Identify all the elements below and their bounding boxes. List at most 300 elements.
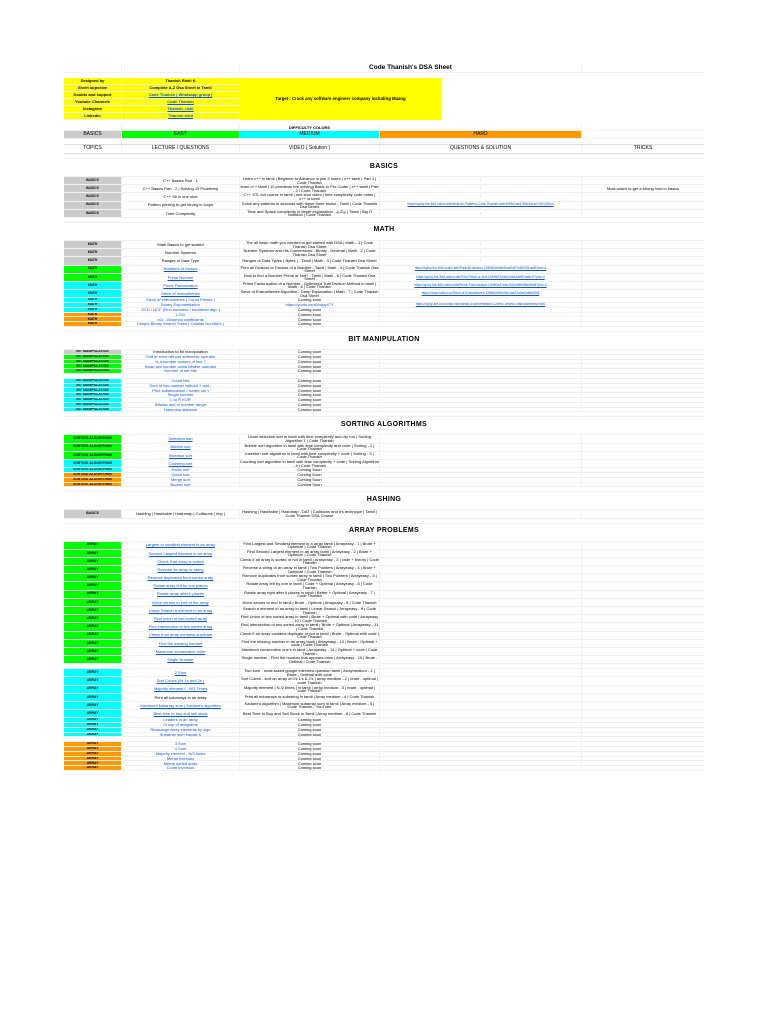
header-questions: QUESTIONS & SOLUTION <box>380 145 582 153</box>
topic-cell: BIT MANIPULATION <box>64 369 122 373</box>
tricks-cell <box>582 452 704 459</box>
topic-cell <box>64 737 122 741</box>
video-cell: Print all Divisors or Factors of a Number - Tamil | Math - 4 | Code Thanish Dsa Sheet <box>240 265 379 273</box>
table-row <box>64 599 704 607</box>
topic-cell: BIT MANIPULATION <box>64 350 122 354</box>
questions-cell <box>380 298 582 302</box>
video-cell: Two sum - most asked google interview question tamil | Arraymedium - 1 | Brute - Optimal with code <box>240 669 380 676</box>
questions-cell: - <box>380 177 582 184</box>
tricks-cell <box>582 303 704 307</box>
video-cell: Sieve of Eratosthenes Algorithm - Deep Explanation | Math - 7 | Code Thanish Dsa Sheet <box>240 290 379 298</box>
topic-cell: ARRAY <box>64 742 122 746</box>
video-cell: Coming Soon <box>240 483 380 487</box>
lecture-cell[interactable]: Largest or smallest element in an array <box>122 542 240 549</box>
info-value[interactable]: Thanish rishi <box>122 113 240 119</box>
questions-cell <box>380 702 582 709</box>
video-cell: Find Union of two sorted array in tamil | Brute + Optimal with code | Arrayeasy - 10 | Code Thanish <box>240 615 379 623</box>
table-row <box>64 249 704 257</box>
info-value[interactable]: Thanish_rishi <box>122 106 240 112</box>
section <box>64 412 704 487</box>
lecture-cell[interactable]: Radix sort <box>122 468 240 472</box>
info-row <box>64 99 240 106</box>
lecture-cell[interactable]: Best time to buy and sell stock <box>122 710 240 717</box>
lecture-cell[interactable]: Bucket sort <box>122 483 240 487</box>
topic-cell: MATH <box>64 322 122 326</box>
section <box>64 154 704 218</box>
questions-cell: - <box>380 257 582 264</box>
tricks-cell <box>582 558 704 565</box>
topic-cell: BASICS <box>64 193 122 200</box>
tricks-cell <box>582 733 704 737</box>
tricks-cell <box>582 757 704 761</box>
legend-medium: MEDIUM <box>240 131 380 138</box>
questions-cell <box>380 322 582 326</box>
questions-cell <box>380 550 582 557</box>
questions-cell[interactable]: https://spicy-fire-846.notion.site/Prime-Factorization-12b9f0c47e6c402c9d9fe5bbd9e6f?pvs=4 <box>380 282 582 289</box>
video-cell: Search a element in an array in tamil | Linear Search | Arrayeasy - 9 | Code Thanish <box>240 607 380 614</box>
questions-cell[interactable]: https://spicy-fire-846.notion.site/Find-Prime-or-Not-1299f672d4e04c5dd4ef51ba6c7f?pvs=4 <box>380 274 582 281</box>
video-cell: Coming soon <box>240 761 380 765</box>
tricks-cell <box>582 686 704 693</box>
tricks-cell <box>582 607 704 614</box>
tricks-cell <box>582 257 704 264</box>
video-cell: Coming soon <box>240 766 380 770</box>
video-cell: Coming Soon <box>240 473 380 477</box>
lecture-cell[interactable]: 3 Sum <box>122 742 240 746</box>
lecture-cell[interactable]: Find intersection of two sorted array <box>122 623 240 630</box>
lecture-cell[interactable]: 4 Sum <box>122 747 240 751</box>
lecture-cell[interactable]: Remove duplicates from sorted array <box>122 574 240 581</box>
lecture-cell: C++ Stl in one shot <box>122 193 240 200</box>
info-label: Designed by <box>64 78 122 84</box>
questions-cell <box>380 615 582 622</box>
topic-cell: BIT MANIPULATION <box>64 398 122 402</box>
lecture-cell[interactable]: Move zeroes to end of the array <box>122 599 240 606</box>
header-topics: TOPICS <box>64 145 122 153</box>
tricks-cell <box>582 648 704 655</box>
tricks-cell <box>582 694 704 701</box>
lecture-cell[interactable]: Majority element - N/3 times <box>122 752 240 756</box>
lecture-cell[interactable]: Sort Colors (0s 1s and 2s ) <box>122 677 240 684</box>
lecture-cell[interactable]: Single number <box>122 393 240 397</box>
video-cell: Check if an array contains duplicate or not in tamil | Brute - Optimal with code | Code Thanish <box>240 631 379 639</box>
lecture-cell[interactable]: Group of anagrams <box>122 723 240 727</box>
questions-cell <box>380 723 582 727</box>
video-cell: Coming soon <box>240 388 380 392</box>
tricks-cell <box>582 766 704 770</box>
lecture-cell[interactable]: L to R XOR <box>122 398 240 402</box>
table-row <box>64 444 704 452</box>
tricks-cell <box>582 747 704 751</box>
video-cell: Coming soon <box>240 317 380 321</box>
questions-cell: - <box>380 249 582 256</box>
tricks-cell <box>582 599 704 606</box>
questions-cell <box>380 656 582 663</box>
topic-cell: MATH <box>64 249 122 256</box>
questions-cell <box>380 623 582 630</box>
table-row <box>64 574 704 582</box>
lecture-cell: Pattern printing to get strong in loops <box>122 202 240 209</box>
video-cell: Coming soon <box>240 313 380 317</box>
topic-cell: BIT MANIPULATION <box>64 355 122 359</box>
lecture-cell: Introduction to bit manipulation <box>122 350 240 354</box>
topic-cell: ARRAY <box>64 599 122 606</box>
topic-cell: SORTING ALGORITHMS <box>64 435 122 442</box>
questions-cell <box>380 737 582 741</box>
tricks-cell <box>582 574 704 581</box>
questions-cell <box>380 435 582 442</box>
legend-hard: HARD <box>380 131 582 138</box>
header-tricks: TRICKS <box>633 145 653 152</box>
lecture-cell[interactable]: Hamming distance <box>122 408 240 412</box>
questions-cell <box>380 384 582 388</box>
questions-cell <box>380 460 582 467</box>
tricks-cell <box>582 298 704 302</box>
lecture-cell[interactable]: Rotate array after k places <box>122 591 240 598</box>
table-row <box>64 702 704 710</box>
table-row <box>64 510 704 518</box>
spacer-row <box>64 412 704 417</box>
lecture-cell[interactable]: Merge sort <box>122 478 240 482</box>
info-row <box>64 113 240 120</box>
questions-cell <box>380 452 582 459</box>
info-label: Linkedin <box>64 113 122 119</box>
lecture-cell[interactable]: Prime Factorization <box>122 282 240 289</box>
tricks-cell <box>582 623 704 630</box>
table-row <box>64 185 704 193</box>
video-cell: Learn selection sort in tamil with time complexity and dry run | Sorting Algorithm 1 | Code Thanish <box>240 435 380 442</box>
questions-cell <box>380 607 582 614</box>
topic-cell: SORTING ALGORITHMS <box>64 478 122 482</box>
tricks-cell <box>582 388 704 392</box>
topic-cell: BASICS <box>64 177 122 184</box>
table-row <box>64 607 704 615</box>
table-row <box>64 677 704 685</box>
lecture-cell[interactable]: Majority element I - N/2 Times <box>122 686 240 693</box>
tricks-cell <box>582 468 704 472</box>
difficulty-legend <box>64 131 704 139</box>
tricks-cell <box>582 393 704 397</box>
topic-cell: BIT MANIPULATION <box>64 384 122 388</box>
topic-cell: MATH <box>64 274 122 281</box>
tricks-cell <box>582 313 704 317</box>
lecture-cell[interactable]: GCD / HCF (Find numbers / euclidean algo ) <box>122 308 240 312</box>
tricks-cell <box>582 664 704 668</box>
tricks-cell <box>582 710 704 717</box>
lecture-cell[interactable]: Rotate array left by one places <box>122 582 240 589</box>
table-row <box>64 686 704 694</box>
video-cell: Majority element | N /2 times | in tamil | array medium - 3 | brute - optimal | code Thanish <box>240 686 380 693</box>
topic-cell: ARRAY <box>64 615 122 622</box>
lecture-cell: Ranges of Data Type <box>122 257 240 264</box>
lecture-cell[interactable]: Maximum subarray sum ( Kadane's algorithm <box>122 702 240 709</box>
video-cell: Coming Soon <box>240 478 380 482</box>
video-cell: https://youtu.be/r0cwgy47Y <box>240 303 380 307</box>
lecture-cell[interactable]: Print subsequence ( power set ) <box>122 388 240 392</box>
video-cell: C++ STL full course in tamil | one shot video | time complexity code notes | c++ in tamil <box>240 193 380 200</box>
topic-cell: BIT MANIPULATION <box>64 360 122 364</box>
sections <box>64 154 704 771</box>
video-cell <box>240 737 380 741</box>
tricks-cell <box>582 350 704 354</box>
table-row <box>64 241 704 249</box>
topic-cell: ARRAY <box>64 710 122 717</box>
tricks-cell <box>582 761 704 765</box>
lecture-cell[interactable]: Insertion sort <box>122 452 240 459</box>
video-cell: Coming soon <box>240 379 380 383</box>
lecture-cell[interactable]: Quick sort <box>122 473 240 477</box>
lecture-cell[interactable]: Linear Search a element in an array <box>122 607 240 614</box>
lecture-cell[interactable]: Leaders in an array <box>122 718 240 722</box>
topic-cell: MATH <box>64 241 122 248</box>
lecture-cell[interactable]: Merge intervals <box>122 757 240 761</box>
lecture-cell: Math Basics to get started <box>122 241 240 248</box>
questions-cell <box>380 694 582 701</box>
tricks-cell <box>582 742 704 746</box>
table-row <box>64 648 704 656</box>
difficulty-label: DIFFICULTY COLORS <box>240 125 380 130</box>
tricks-cell <box>582 510 704 517</box>
lecture-cell[interactable]: Subarray sum equals K <box>122 733 240 737</box>
video-cell: Remove duplicates from sorted array in tamil | Two Pointers | Arrayeasy - 5 | Code Thanish <box>240 574 380 581</box>
lecture-cell[interactable]: Binary Exponentiation <box>122 303 240 307</box>
questions-cell <box>380 710 582 717</box>
column-headers <box>64 144 704 154</box>
title-row <box>64 64 704 73</box>
tricks-cell <box>582 752 704 756</box>
video-cell: Prime Factorization of a Number - Optimized Trial Division Method in tamil | Math - 6 | Code Thanish <box>240 282 380 289</box>
topic-cell: MATH <box>64 313 122 317</box>
lecture-cell[interactable]: Number of set bits <box>122 369 240 373</box>
video-cell: Find Intersection of two sorted array in tamil | Brute + Optimal | Arrayeasy - 11 | Code Thanish <box>240 623 379 631</box>
topic-cell: BASICS <box>64 210 122 217</box>
lecture-cell[interactable]: Unique Binary Search Trees ( Catalan Numbers ) <box>122 322 240 326</box>
topic-cell: MATH <box>64 308 122 312</box>
topic-cell: ARRAY <box>64 757 122 761</box>
tricks-cell <box>582 408 704 412</box>
section-title: ARRAY PROBLEMS <box>349 527 419 535</box>
lecture-cell[interactable]: Bitwise and of number range <box>122 403 240 407</box>
info-row <box>64 92 240 99</box>
questions-cell <box>380 574 582 581</box>
topic-cell: MATH <box>64 290 122 297</box>
topic-cell: ARRAY <box>64 733 122 737</box>
lecture-cell[interactable]: Is a number powers of two ? <box>122 360 240 364</box>
lecture-cell[interactable]: Second Largest element in an array <box>122 550 240 557</box>
questions-cell <box>380 403 582 407</box>
topic-cell: ARRAY <box>64 574 122 581</box>
tricks-cell <box>582 355 704 359</box>
video-cell: Coming soon <box>240 408 380 412</box>
questions-cell <box>380 648 582 655</box>
questions-cell <box>380 664 582 668</box>
tricks-cell <box>582 542 704 549</box>
topic-cell: ARRAY <box>64 648 122 655</box>
section-title: BASICS <box>369 162 399 170</box>
table-row <box>64 282 704 290</box>
topic-cell: ARRAY <box>64 623 122 630</box>
video-cell: Reverse a string or an array in tamil | Two Pointers | Arrayeasy - 4 | Brute + Optimize | Code Thanish <box>240 566 380 573</box>
lecture-cell[interactable]: Sieve of eratosthenes ( Count Primes ) <box>122 298 240 302</box>
table-row <box>64 615 704 623</box>
tricks-cell <box>582 266 704 273</box>
info-label: Youtube Channels <box>64 99 122 105</box>
lecture-cell[interactable]: Rearrange array elements by sign <box>122 728 240 732</box>
topic-cell: ARRAY <box>64 728 122 732</box>
lecture-cell[interactable]: Selection sort <box>122 435 240 442</box>
video-cell: Counting sort algorithm in tamil with time complexity + code | Sorting Algorithm - 4 | Code Thanish <box>240 459 379 468</box>
topic-cell: ARRAY <box>64 550 122 557</box>
lecture-cell[interactable]: Count inversion <box>122 766 240 770</box>
tricks-cell <box>582 566 704 573</box>
lecture-cell[interactable]: Single Number <box>122 656 240 663</box>
lecture-cell[interactable]: Count bits <box>122 379 240 383</box>
topic-cell: ARRAY <box>64 542 122 549</box>
topic-cell: SORTING ALGORITHMS <box>64 444 122 451</box>
video-cell: Coming Soon <box>240 468 380 472</box>
topic-cell: ARRAY <box>64 718 122 722</box>
lecture-cell[interactable]: Sieve of eratosthenes <box>122 290 240 297</box>
lecture-cell[interactable]: Check if an array contains duplicate <box>122 632 240 639</box>
tricks-cell <box>582 718 704 722</box>
table-row <box>64 766 704 771</box>
tricks-cell: Must watch to get a strong hold in basics <box>606 186 680 192</box>
info-label: Instagram <box>64 106 122 112</box>
topic-cell: ARRAY <box>64 677 122 684</box>
video-cell: Best Time to Buy and Sell Stock in Tamil | Array medium - 6 | Code Thanish <box>240 710 380 717</box>
lecture-cell[interactable]: Merge sorted array <box>122 761 240 765</box>
lecture-cell[interactable]: Numbers of factors <box>122 266 240 273</box>
lecture-cell: C++ Basics Part - 2 | Solving 10 Problems| <box>122 185 240 192</box>
info-row <box>64 85 240 92</box>
lecture-cell[interactable]: Reverse an array or string <box>122 566 240 573</box>
video-cell: Coming soon <box>240 322 380 326</box>
topic-cell: ARRAY <box>64 632 122 639</box>
lecture-cell[interactable]: Bubble sort <box>122 444 240 451</box>
tricks-cell <box>582 582 704 589</box>
tricks-cell <box>582 615 704 622</box>
lecture-cell[interactable]: 2 Sum <box>122 669 240 676</box>
lecture-cell <box>122 737 240 741</box>
tricks-cell <box>582 308 704 312</box>
lecture-cell[interactable]: Maximum consecutive ones <box>122 648 240 655</box>
legend-basics: BASICS <box>64 131 122 138</box>
spacer-row <box>64 327 704 332</box>
questions-cell <box>380 473 582 477</box>
video-cell: Coming soon <box>240 384 380 388</box>
tricks-cell <box>582 193 704 200</box>
table-row <box>64 177 704 185</box>
tricks-cell <box>582 737 704 741</box>
tricks-cell <box>582 444 704 451</box>
tricks-cell <box>582 550 704 557</box>
video-cell: Insertion sort algorithm in tamil with time complexity + code | Sorting - 3 | Code Thanish <box>240 452 380 459</box>
video-cell: Find Second Largest element in an array tamil | Arrayeasy - 2 | Brute + Optimize | Code Thanish <box>240 550 380 557</box>
info-row <box>64 78 240 85</box>
table-row <box>64 640 704 648</box>
lecture-cell[interactable]: Find the missing number <box>122 640 240 647</box>
tricks-cell <box>582 210 704 217</box>
questions-cell[interactable]: https://www.notion.so/Sieve-of-Eratosthenes-139f6d30e9e64c1ae92a2ad4d6d9f0f3 <box>380 290 582 297</box>
video-cell: Coming soon <box>240 393 380 397</box>
questions-cell <box>380 591 582 598</box>
lecture-cell[interactable]: Sum of two number without + and - <box>122 384 240 388</box>
topic-cell: BIT MANIPULATION <box>64 379 122 383</box>
tricks-cell <box>582 435 704 442</box>
lecture-cell[interactable]: Find union of two sorted array <box>122 615 240 622</box>
topic-cell: BIT MANIPULATION <box>64 403 122 407</box>
lecture-cell[interactable]: LCM <box>122 313 240 317</box>
questions-cell <box>380 398 582 402</box>
topic-cell: BIT MANIPULATION <box>64 364 122 368</box>
questions-cell <box>380 478 582 482</box>
legend-easy: EASY <box>122 131 240 138</box>
questions-cell <box>380 542 582 549</box>
video-cell: Coming soon <box>240 298 380 302</box>
lecture-cell[interactable]: Swap two number using bitwise operator <box>122 364 240 368</box>
table-row <box>64 266 704 274</box>
video-cell: Coming soon <box>240 364 380 368</box>
tricks-cell <box>582 723 704 727</box>
topic-cell: BIT MANIPULATION <box>64 408 122 412</box>
info-value[interactable]: Code Thanish | Whatsapp group | <box>122 92 240 98</box>
tricks-cell <box>582 398 704 402</box>
questions-cell <box>380 747 582 751</box>
lecture-cell[interactable]: Odd or even without arithmetic operator <box>122 355 240 359</box>
video-cell: Coming soon <box>240 757 380 761</box>
lecture-cell[interactable]: nCr - Binomial coefficients <box>122 317 240 321</box>
sheet-title: Code Thanish's DSA Sheet <box>240 64 582 72</box>
lecture-cell: Hashing | Hashtable | Hashmap | Collisions | Imp | <box>122 510 240 517</box>
tricks-cell <box>582 728 704 732</box>
tricks-cell <box>582 669 704 676</box>
questions-cell: - <box>380 185 582 192</box>
lecture-cell: C++ Basics Part - 1 <box>122 177 240 184</box>
video-cell: Coming soon <box>240 742 380 746</box>
table-row <box>64 550 704 558</box>
lecture-cell[interactable]: Prime Number <box>122 274 240 281</box>
topic-cell: BIT MANIPULATION <box>64 388 122 392</box>
questions-cell <box>380 379 582 383</box>
topic-cell: SORTING ALGORITHMS <box>64 452 122 459</box>
tricks-cell <box>582 202 704 209</box>
section-title: BIT MANIPULATION <box>348 335 420 343</box>
questions-cell <box>380 582 582 589</box>
questions-cell <box>380 408 582 412</box>
info-value[interactable]: Code Thanish <box>122 99 240 105</box>
topic-cell: MATH <box>64 298 122 302</box>
questions-cell <box>380 752 582 756</box>
topic-cell: ARRAY <box>64 669 122 676</box>
topic-cell: ARRAY <box>64 686 122 693</box>
lecture-cell[interactable]: Counting sort <box>122 460 240 467</box>
lecture-cell <box>122 664 240 668</box>
table-row <box>64 202 704 210</box>
topic-cell: MATH <box>64 257 122 264</box>
topic-cell: ARRAY <box>64 656 122 663</box>
video-cell: Kadane's algorithm | Maximum subarray sum in tamil | Array medium - 5 | Code Thanish - YouTube <box>240 702 380 709</box>
questions-cell[interactable]: https://spicy-fire-846.notion.site/Binary-Exponentiation-129f9b72e6e647dab4d6d9ee4c9f3f0 <box>380 303 582 307</box>
table-row <box>64 452 704 460</box>
topic-cell: ARRAY <box>64 702 122 709</box>
video-cell: Coming soon <box>240 718 380 722</box>
video-cell: learn c++ tamil | 10 problems live solving| Basic to Pro Coder | c++ tamil | Part - 2 | Code Thanish <box>240 185 379 193</box>
lecture-cell[interactable]: Check if an array is sorted <box>122 558 240 565</box>
section-title: HASHING <box>366 495 402 503</box>
questions-cell[interactable]: https://spicy-fire-846.notion.site/Print-All-divisors-1289f4f1b9e640ca9d1f7b8b70f1ad8f?pvs=4 <box>380 266 582 273</box>
topic-cell: SORTING ALGORITHMS <box>64 483 122 487</box>
questions-cell[interactable]: https://spicy-fire-846.notion.site/Must-do-Patterns-Code-Thanish-4efe4993d1ae4780b34c1e7d2f1232c4 <box>380 202 582 209</box>
